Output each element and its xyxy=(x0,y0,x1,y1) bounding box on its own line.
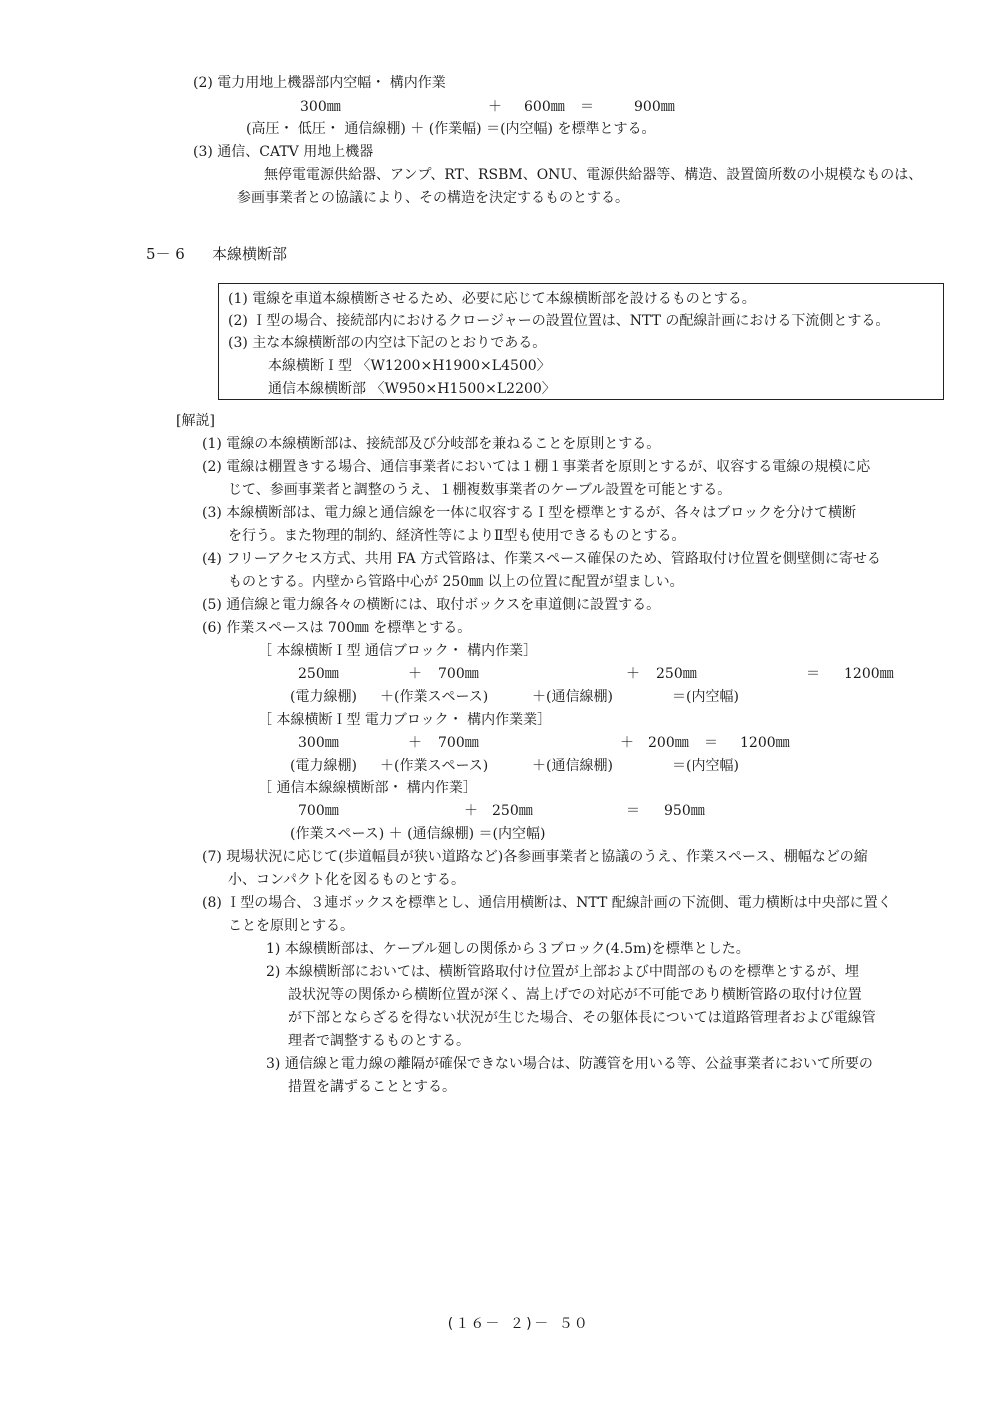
section-number: 5－ 6 xyxy=(146,245,185,263)
calc-operator: ＝ xyxy=(806,666,820,682)
calc-label: ＋(作業スペース) xyxy=(380,758,489,774)
example-title: ［ 本線横断Ｉ型 電力ブロック・ 構内作業業］ xyxy=(258,712,552,728)
calc-value: 200㎜ xyxy=(648,735,689,751)
commentary-item-cont: 小、コンパクト化を図るものとする。 xyxy=(228,872,466,888)
calc-label: ＋(通信線棚) xyxy=(532,758,613,774)
sub-item-cont: が下部とならざるを得ない状況が生じた場合、その躯体長については道路管理者および電線管 xyxy=(288,1010,876,1026)
item3-text: 無停電電源供給器、アンプ、RT、RSBM、ONU、電源供給器等、構造、設置箇所数の小規模なものは、 xyxy=(264,167,923,183)
calc-value: 700㎜ xyxy=(438,735,479,751)
calc-value: 250㎜ xyxy=(656,666,697,682)
commentary-item: (3) 本線横断部は、電力線と通信線を一体に収容するＩ型を標準とするが、各々はブロックを分けて横断 xyxy=(202,505,856,521)
calc-value: 250㎜ xyxy=(492,803,533,819)
item2-heading: (2) 電力用地上機器部内空幅・ 構内作業 xyxy=(193,75,446,91)
calc-value: 1200㎜ xyxy=(844,666,894,682)
box-line: (3) 主な本線横断部の内空は下記のとおりである。 xyxy=(228,335,547,351)
sub-item-cont: 理者で調整するものとする。 xyxy=(288,1033,470,1049)
calc-operator: ＋ xyxy=(620,735,634,751)
commentary-item-cont: ものとする。内壁から管路中心が 250㎜ 以上の位置に配置が望ましい。 xyxy=(228,574,684,590)
item3-text: 参画事業者との協議により、その構造を決定するものとする。 xyxy=(237,190,629,206)
commentary-item: (1) 電線の本線横断部は、接続部及び分岐部を兼ねることを原則とする。 xyxy=(202,436,661,452)
commentary-item: (5) 通信線と電力線各々の横断には、取付ボックスを車道側に設置する。 xyxy=(202,597,661,613)
commentary-item-cont: ことを原則とする。 xyxy=(228,918,354,934)
calc-value: 600㎜ xyxy=(524,99,565,115)
commentary-item: (7) 現場状況に応じて(歩道幅員が狭い道路など)各参画事業者と協議のうえ、作業スペース、棚幅などの縮 xyxy=(202,849,868,865)
commentary-item: (8) Ｉ型の場合、３連ボックスを標準とし、通信用横断は、NTT 配線計画の下流側、電力横断は中央部に置く xyxy=(202,895,892,911)
calc-label: (電力線棚) xyxy=(290,758,357,774)
box-line: (2) Ｉ型の場合、接続部内におけるクロージャーの設置位置は、NTT の配線計画における下流側とする。 xyxy=(228,313,890,329)
calc-operator: ＝ xyxy=(704,735,718,751)
calc-value: 300㎜ xyxy=(298,735,339,751)
commentary-item-cont: じて、参画事業者と調整のうえ、１棚複数事業者のケーブル設置を可能とする。 xyxy=(228,482,732,498)
calc-value: 700㎜ xyxy=(298,803,339,819)
commentary-item-cont: を行う。また物理的制約、経済性等によりⅡ型も使用できるものとする。 xyxy=(228,528,686,544)
calc-label: ＝(内空幅) xyxy=(672,689,739,705)
commentary-item: (4) フリーアクセス方式、共用 FA 方式管路は、作業スペース確保のため、管路取付け位置を側壁側に寄せる xyxy=(202,551,881,567)
calc-label: ＝(内空幅) xyxy=(672,758,739,774)
section-title: 本線横断部 xyxy=(212,245,288,263)
calc-operator: ＋ xyxy=(626,666,640,682)
calc-value: 300㎜ xyxy=(300,99,341,115)
item2-formula: (高圧・ 低圧・ 通信線棚) ＋ (作業幅) ＝(内空幅) を標準とする。 xyxy=(246,121,656,137)
calc-operator: ＝ xyxy=(626,803,640,819)
calc-operator: ＋ xyxy=(408,735,422,751)
commentary-item: (2) 電線は棚置きする場合、通信事業者においては１棚１事業者を原則とするが、収容する電線の規模に応 xyxy=(202,459,871,475)
calc-operator: ＋ xyxy=(488,99,502,115)
calc-label: (電力線棚) xyxy=(290,689,357,705)
box-line: 通信本線横断部 〈W950×H1500×L2200〉 xyxy=(268,381,556,397)
sub-item-cont: 設状況等の関係から横断位置が深く、嵩上げでの対応が不可能であり横断管路の取付け位置 xyxy=(288,987,862,1003)
calc-value: 700㎜ xyxy=(438,666,479,682)
commentary-item: (6) 作業スペースは 700㎜ を標準とする。 xyxy=(202,620,472,636)
example-title: ［ 本線横断Ｉ型 通信ブロック・ 構内作業］ xyxy=(258,643,538,659)
calc-value: 900㎜ xyxy=(634,99,675,115)
sub-item: 1) 本線横断部は、ケーブル廻しの関係から３ブロック(4.5m)を標準とした。 xyxy=(266,941,750,957)
sub-item-cont: 措置を講ずることとする。 xyxy=(288,1079,456,1095)
item3-heading: (3) 通信、CATV 用地上機器 xyxy=(193,144,374,160)
calc-value: 1200㎜ xyxy=(740,735,790,751)
commentary-label: [解説] xyxy=(176,413,215,429)
sub-item: 2) 本線横断部においては、横断管路取付け位置が上部および中間部のものを標準とするが、埋 xyxy=(266,964,859,980)
calc-operator: ＋ xyxy=(464,803,478,819)
calc-operator: ＝ xyxy=(580,99,594,115)
calc-operator: ＋ xyxy=(408,666,422,682)
example-formula: (作業スペース) ＋ (通信線棚) ＝(内空幅) xyxy=(290,826,546,842)
sub-item: 3) 通信線と電力線の離隔が確保できない場合は、防護管を用いる等、公益事業者において所要の xyxy=(266,1056,873,1072)
example-title: ［ 通信本線線横断部・ 構内作業］ xyxy=(258,780,477,796)
box-line: (1) 電線を車道本線横断させるため、必要に応じて本線横断部を設けるものとする。 xyxy=(228,291,756,307)
calc-label: ＋(作業スペース) xyxy=(380,689,489,705)
box-line: 本線横断Ｉ型 〈W1200×H1900×L4500〉 xyxy=(268,358,551,374)
page-number: (１６－ ２)－ ５０ xyxy=(446,1316,589,1332)
calc-value: 250㎜ xyxy=(298,666,339,682)
calc-value: 950㎜ xyxy=(664,803,705,819)
calc-label: ＋(通信線棚) xyxy=(532,689,613,705)
